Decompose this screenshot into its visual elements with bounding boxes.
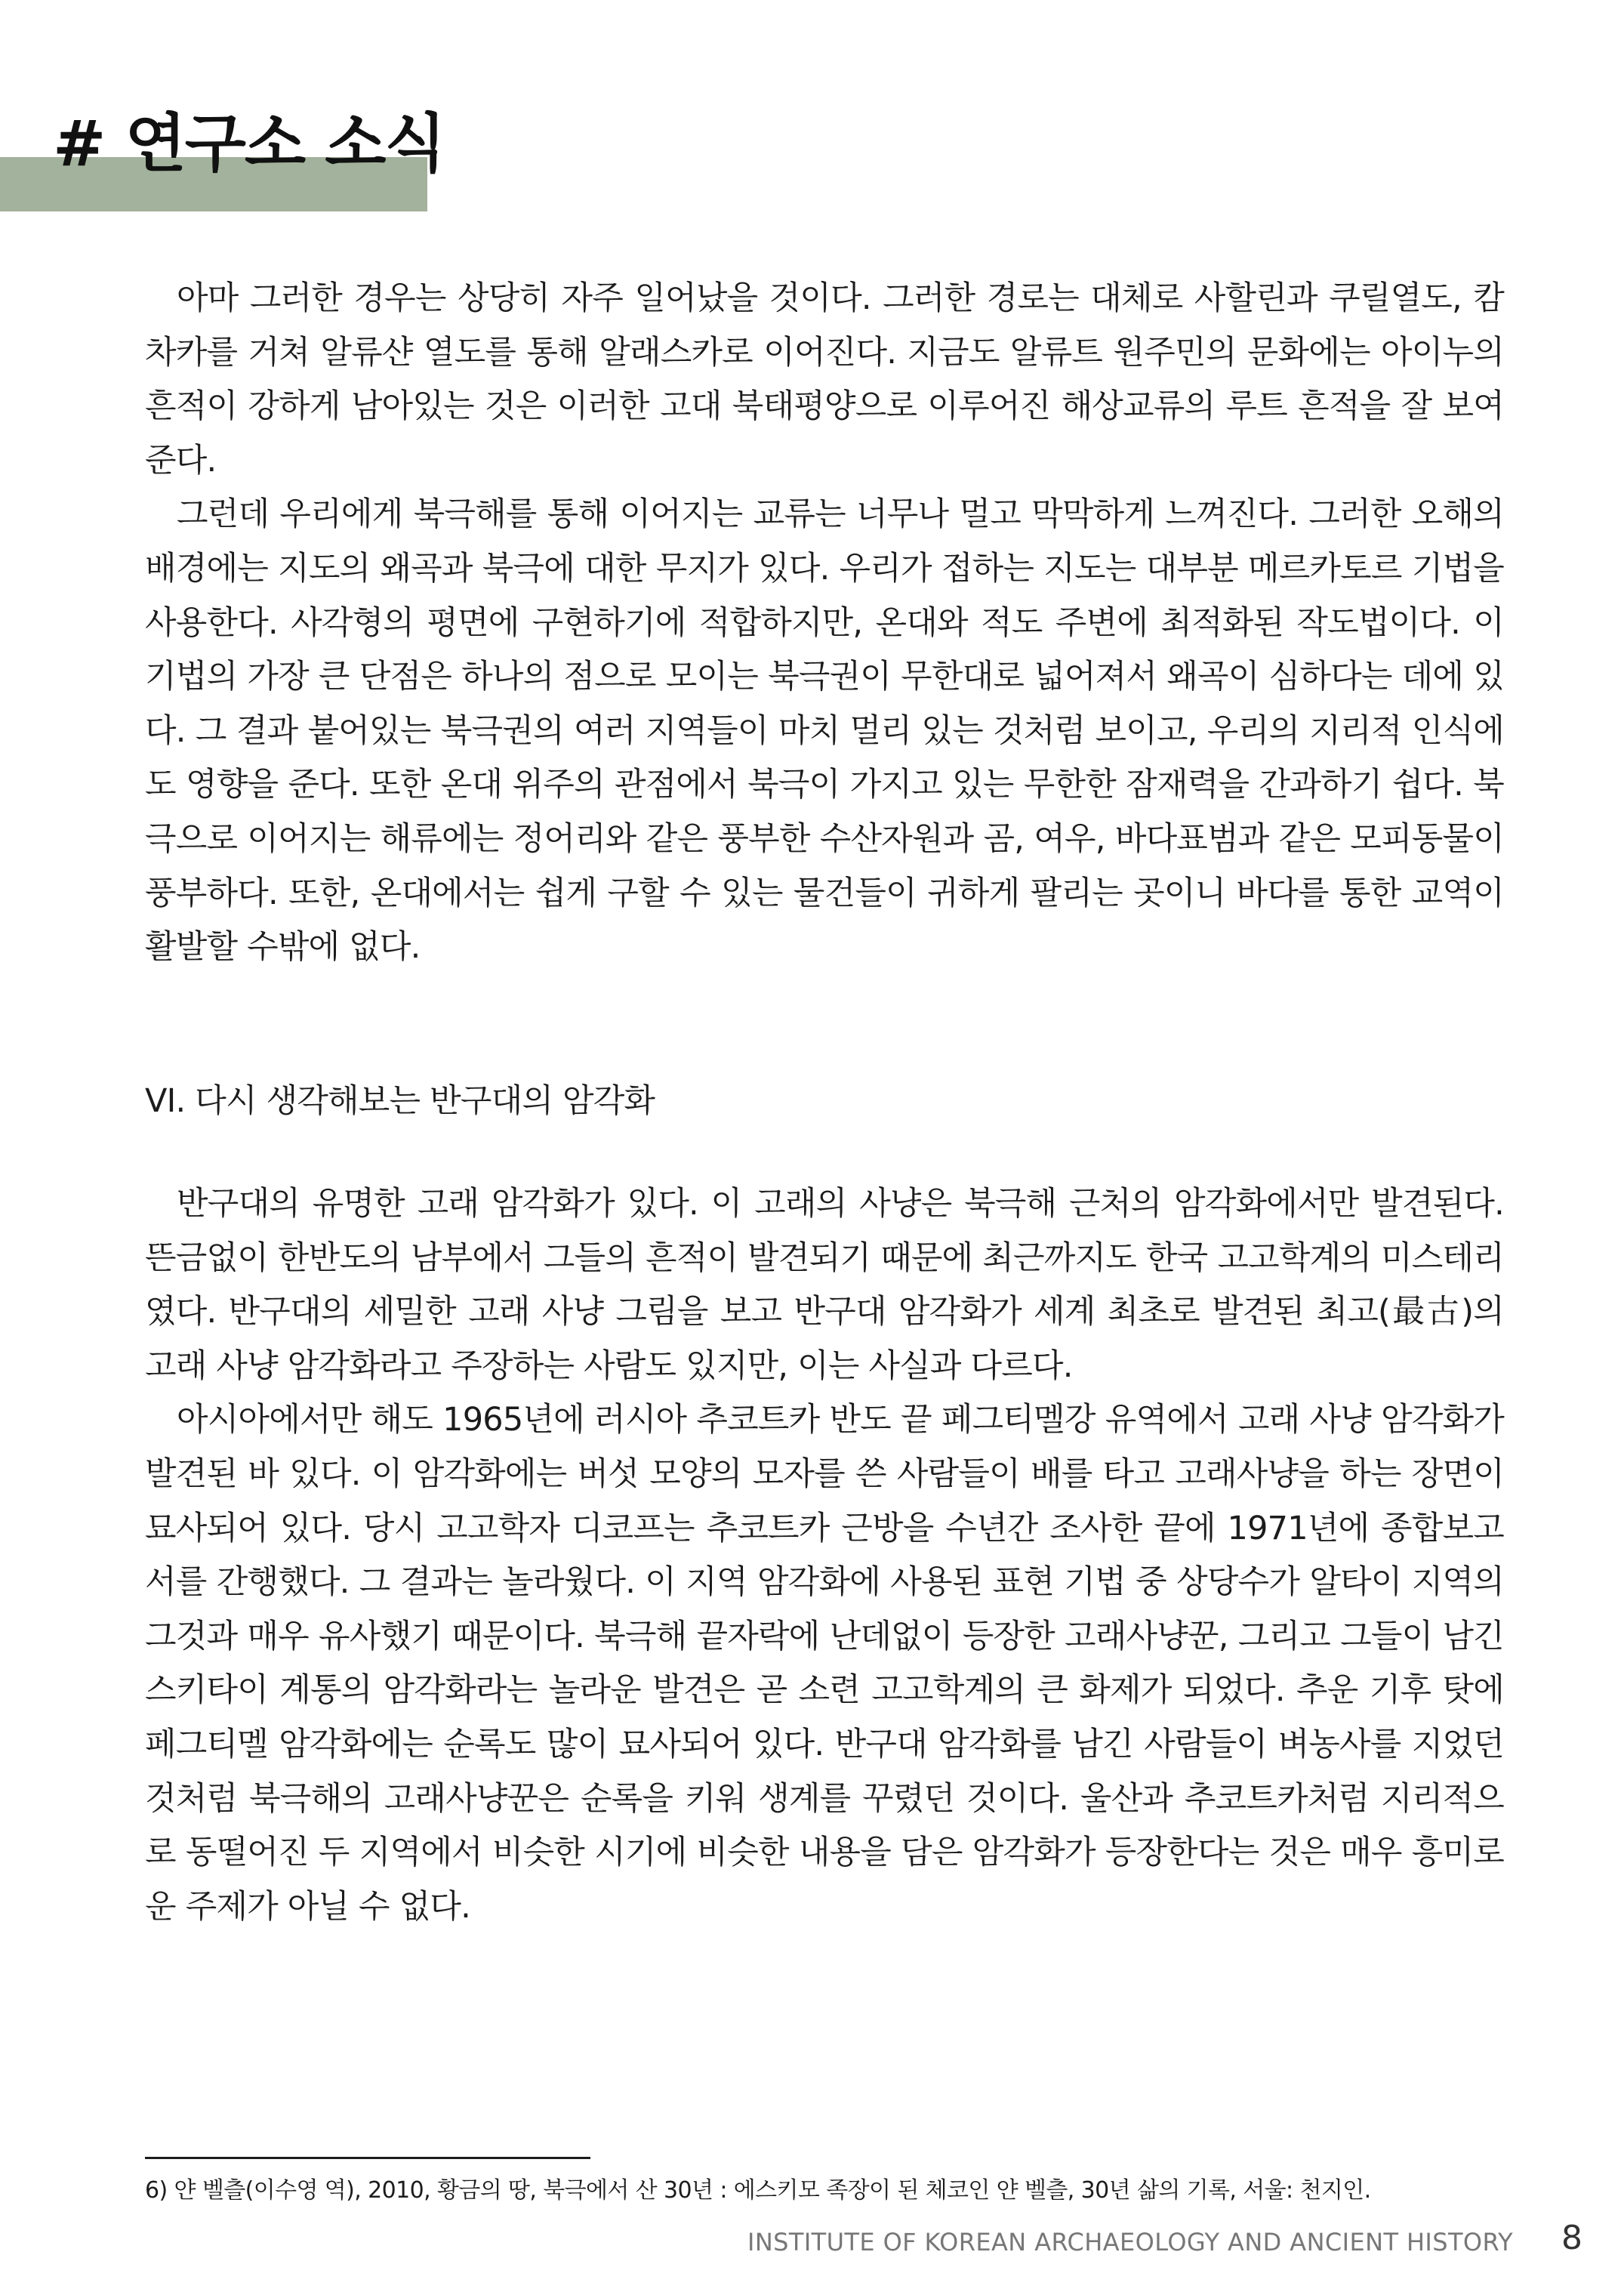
paragraph: 그런데 우리에게 북극해를 통해 이어지는 교류는 너무나 멀고 막막하게 느껴진다. 그러한 오해의 배경에는 지도의 왜곡과 북극에 대한 무지가 있다. 우리가 접하는 지도는 대부분 메르카토르 기법을 사용한다. 사각형의 평면에 구현하기에 적합하지만, 온대와 적도 주변에 최적화된 작도법이다. 이 기법의 가장 큰 단점은 하나의 점으로 모이는 북극권이 무한대로 넓어져서 왜곡이 심하다는 데에 있다. 그 결과 붙어있는 북극권의 여러 지역들이 마치 멀리 있는 것처럼 보이고, 우리의 지리적 인식에도 영향을 준다. 또한 온대 위주의 관점에서 북극이 가지고 있는 무한한 잠재력을 간과하기 쉽다. 북극으로 이어지는 해류에는 정어리와 같은 풍부한 수산자원과 곰, 여우, 바다표범과 같은 모피동물이 풍부하다. 또한, 온대에서는 쉽게 구할 수 있는 물건들이 귀하게 팔리는 곳이니 바다를 통한 교역이 활발할 수밖에 없다. — [145, 495, 1504, 967]
article-section-1 — [145, 272, 1504, 975]
page-title: # 연구소 소식 — [53, 106, 445, 180]
section-heading: VI. 다시 생각해보는 반구대의 암각화 — [145, 1082, 655, 1120]
article-section-2 — [145, 1177, 1504, 1934]
page-number: 8 — [1561, 2219, 1582, 2257]
running-footer: INSTITUTE OF KOREAN ARCHAEOLOGY AND ANCIENT HISTORY — [747, 2228, 1514, 2257]
footnote: 6) 얀 벨츨(이수영 역), 2010, 황금의 땅, 북극에서 산 30년 : 에스키모 족장이 된 체코인 얀 벨츨, 30년 삶의 기록, 서울: 천지인. — [145, 2177, 1371, 2204]
paragraph: 반구대의 유명한 고래 암각화가 있다. 이 고래의 사냥은 북극해 근처의 암각화에서만 발견된다. 뜬금없이 한반도의 남부에서 그들의 흔적이 발견되기 때문에 최근까지도 한국 고고학계의 미스테리였다. 반구대의 세밀한 고래 사냥 그림을 보고 반구대 암각화가 세계 최초로 발견된 최고(最古)의 고래 사냥 암각화라고 주장하는 사람도 있지만, 이는 사실과 다르다. — [145, 1185, 1504, 1385]
footnote-divider — [145, 2157, 590, 2159]
paragraph: 아마 그러한 경우는 상당히 자주 일어났을 것이다. 그러한 경로는 대체로 사할린과 쿠릴열도, 캄차카를 거쳐 알류샨 열도를 통해 알래스카로 이어진다. 지금도 알류트 원주민의 문화에는 아이누의 흔적이 강하게 남아있는 것은 이러한 고대 북태평양으로 이루어진 해상교류의 루트 흔적을 잘 보여준다. — [145, 279, 1504, 480]
paragraph: 아시아에서만 해도 1965년에 러시아 추코트카 반도 끝 페그티멜강 유역에서 고래 사냥 암각화가 발견된 바 있다. 이 암각화에는 버섯 모양의 모자를 쓴 사람들이 배를 타고 고래사냥을 하는 장면이 묘사되어 있다. 당시 고고학자 디코프는 추코트카 근방을 수년간 조사한 끝에 1971년에 종합보고서를 간행했다. 그 결과는 놀라웠다. 이 지역 암각화에 사용된 표현 기법 중 상당수가 알타이 지역의 그것과 매우 유사했기 때문이다. 북극해 끝자락에 난데없이 등장한 고래사냥꾼, 그리고 그들이 남긴 스키타이 계통의 암각화라는 놀라운 발견은 곧 소련 고고학계의 큰 화제가 되었다. 추운 기후 탓에 페그티멜 암각화에는 순록도 많이 묘사되어 있다. 반구대 암각화를 남긴 사람들이 벼농사를 지었던 것처럼 북극해의 고래사냥꾼은 순록을 키워 생계를 꾸렸던 것이다. 울산과 추코트카처럼 지리적으로 동떨어진 두 지역에서 비슷한 시기에 비슷한 내용을 담은 암각화가 등장한다는 것은 매우 흥미로운 주제가 아닐 수 없다. — [145, 1401, 1504, 1926]
